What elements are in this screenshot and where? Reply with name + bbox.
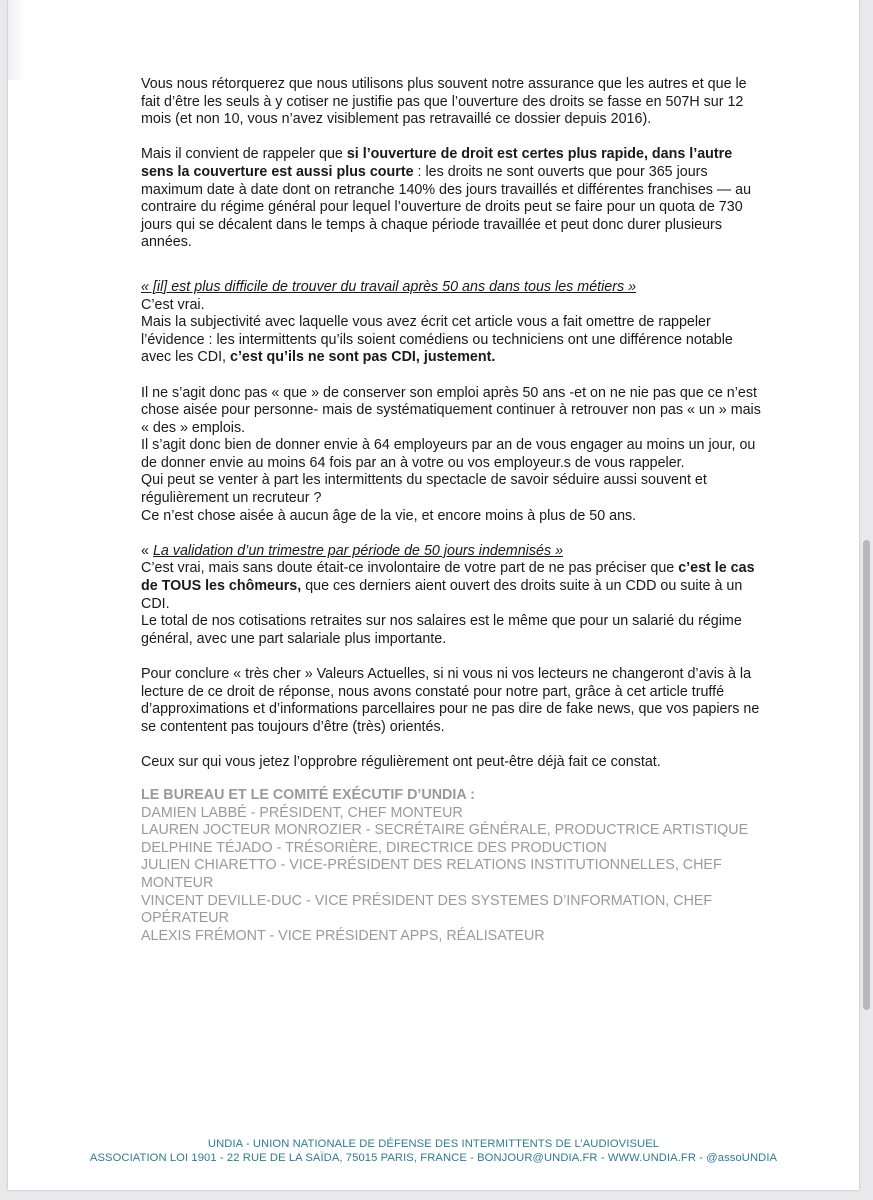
letter-body bbox=[141, 76, 761, 789]
committee-list bbox=[141, 787, 781, 945]
committee-member: DELPHINE TÉJADO - TRÉSORIÈRE, DIRECTRICE DES PRODUCTION bbox=[141, 839, 607, 856]
paragraph-closing: Ceux sur qui vous jetez l’opprobre régulièrement ont peut-être déjà fait ce constat. bbox=[141, 753, 661, 770]
section-50-ans bbox=[141, 279, 761, 367]
paragraph-text: Mais il convient de rappeler que bbox=[141, 146, 347, 163]
paragraph-assurance: Vous nous rétorquerez que nous utilisons plus souvent notre assurance que les autres et que le fait d’être les seuls à y cotiser ne justifie pas que l’ouverture des droits se fasse en 507H sur 12 mois (et non 10, vous n’avez visiblement pas retravaillé ce dossier depuis 2016). bbox=[141, 76, 747, 128]
paragraph-text: C’est vrai. bbox=[141, 296, 205, 313]
emphasis-text: si l’ouverture de droit est certes plus rapide, dans l’autre sens la couverture est aussi plus courte bbox=[141, 146, 733, 180]
section-emplois bbox=[141, 385, 761, 526]
paragraph-text: Qui peut se venter à part les intermittents du spectacle de savoir séduire aussi souvent et régulièrement un recruteur ? bbox=[141, 472, 707, 507]
section-trimestre bbox=[141, 543, 761, 649]
paragraph-text: Le total de nos cotisations retraites sur nos salaires est le même que pour un salarié du régime général, avec une part salariale plus importante. bbox=[141, 613, 742, 647]
footer-address: ASSOCIATION LOI 1901 - 22 RUE DE LA SAÏDA, 75015 PARIS, FRANCE - BONJOUR@UNDIA.FR - WWW.UNDIA.FR - @assoUNDIA bbox=[89, 1151, 778, 1164]
paragraph-text: Il s’agit donc bien de donner envie à 64 employeurs par an de vous engager au moins un jour, ou de donner envie au moins 64 fois par an à votre ou vos employeur.s de vous rappeler. bbox=[141, 437, 756, 471]
paragraph-text: C’est vrai, mais sans doute était-ce involontaire de votre part de ne pas préciser que bbox=[141, 560, 679, 577]
quote-open: « bbox=[141, 542, 153, 559]
paragraph-text: : les droits ne sont ouverts que pour 365 jours maximum date à date dont on retranche 140% des jours travaillés et différentes franchises — au contraire du régime général pour lequel l’ouverture de droits peut se faire pour un quota de 730 jours qui se décalent dans le temps à chaque période travaillée et peut donc durer plusieurs années. bbox=[141, 163, 752, 251]
paragraph-couverture bbox=[141, 146, 761, 252]
page-edge-shadow bbox=[8, 0, 26, 80]
emphasis-text: c’est qu’ils ne sont pas CDI, justement. bbox=[230, 349, 496, 366]
paragraph-conclusion: Pour conclure « très cher » Valeurs Actuelles, si ni vous ni vos lecteurs ne changeront d’avis à la lecture de ce droit de réponse, nous avons constaté pour notre part, grâce à cet article truffé d’approximations et d’informations parcellaires pour ne pas dire de fake news, que vos papiers ne se contentent pas toujours d’être (très) orientés. bbox=[141, 666, 760, 735]
vertical-scrollbar[interactable] bbox=[863, 540, 870, 1010]
committee-member: LAUREN JOCTEUR MONROZIER - SECRÉTAIRE GÉNÉRALE, PRODUCTRICE ARTISTIQUE bbox=[141, 822, 749, 839]
quote-heading: « [il] est plus difficile de trouver du travail après 50 ans dans tous les métiers » bbox=[141, 278, 637, 295]
committee-member: VINCENT DEVILLE-DUC - VICE PRÉSIDENT DES SYSTEMES D’INFORMATION, CHEF OPÉRATEUR bbox=[141, 892, 713, 927]
page-footer bbox=[8, 1138, 859, 1165]
document-page bbox=[8, 0, 859, 1190]
committee-heading: LE BUREAU ET LE COMITÉ EXÉCUTIF D’UNDIA : bbox=[141, 787, 475, 803]
paragraph-text: que ces derniers aient ouvert des droits suite à un CDD ou suite à un CDI. bbox=[141, 578, 743, 612]
paragraph-text: Ce n’est chose aisée à aucun âge de la vie, et encore moins à plus de 50 ans. bbox=[141, 507, 637, 524]
committee-member: DAMIEN LABBÉ - PRÉSIDENT, CHEF MONTEUR bbox=[141, 804, 463, 821]
quote-heading: La validation d’un trimestre par période de 50 jours indemnisés » bbox=[152, 542, 564, 559]
paragraph-text: Mais la subjectivité avec laquelle vous avez écrit cet article vous a fait omettre de rappeler l’évidence : les intermittents qu’ils soient comédiens ou techniciens ont une différence notable avec les CDI, bbox=[141, 314, 733, 366]
emphasis-text: c’est le cas de TOUS les chômeurs, bbox=[141, 560, 755, 595]
committee-member: JULIEN CHIARETTO - VICE-PRÉSIDENT DES RELATIONS INSTITUTIONNELLES, CHEF MONTEUR bbox=[141, 857, 722, 891]
paragraph-text: Il ne s’agit donc pas « que » de conserver son emploi après 50 ans -et on ne nie pas que ce n’est chose aisée pour personne- mais de systématiquement continuer à retrouver non pas « un » mais « des » emplois. bbox=[141, 384, 761, 436]
footer-organization: UNDIA - UNION NATIONALE DE DÉFENSE DES INTERMITTENTS DE L’AUDIOVISUEL bbox=[207, 1138, 660, 1150]
committee-member: ALEXIS FRÉMONT - VICE PRÉSIDENT APPS, RÉALISATEUR bbox=[141, 927, 545, 944]
